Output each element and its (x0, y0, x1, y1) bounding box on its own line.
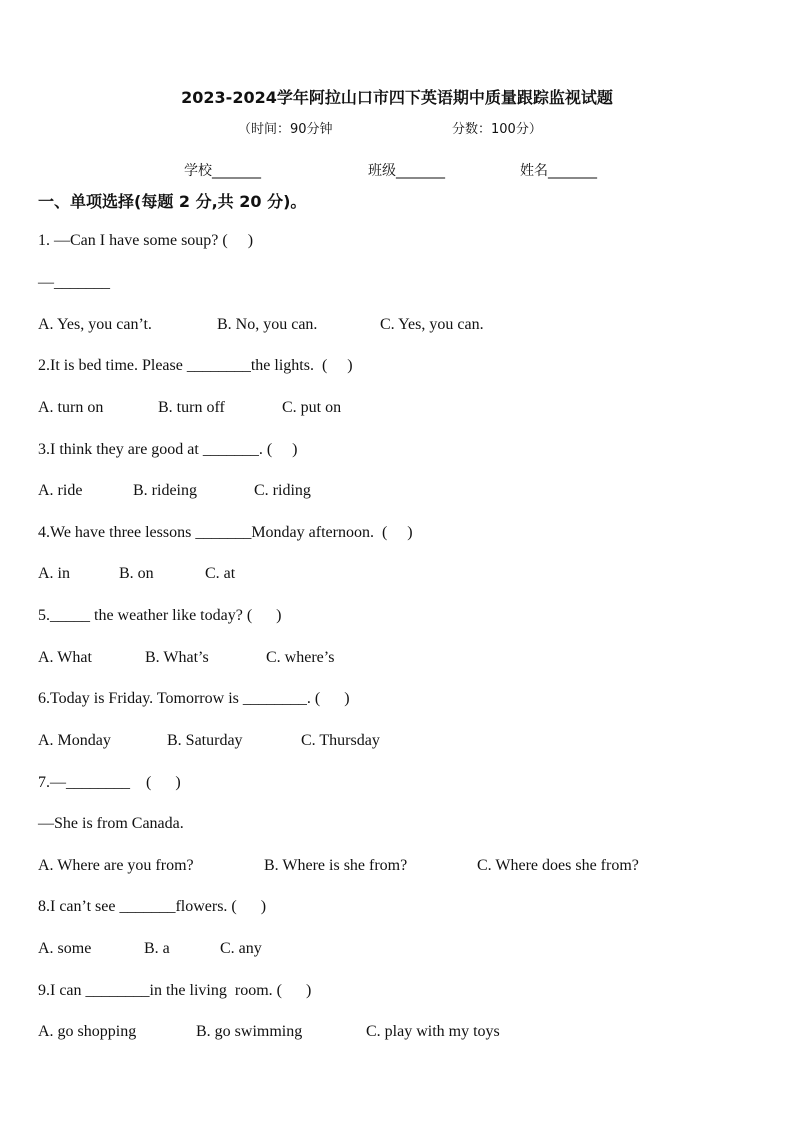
question-9-options (38, 1023, 500, 1095)
option-a: A. Where are you from? (38, 857, 194, 874)
option-a: A. in (38, 565, 70, 582)
question-8-stem: 8.I can’t see _______flowers. ( ) (38, 898, 267, 915)
exam-time: （时间：90分钟 (238, 122, 333, 137)
option-c: C. Thursday (301, 732, 380, 749)
option-a: A. ride (38, 482, 83, 499)
name-field: 姓名_______ (520, 163, 597, 179)
option-c: C. Where does she from? (477, 857, 639, 874)
option-a: A. Monday (38, 732, 111, 749)
class-field: 班级_______ (368, 163, 445, 179)
option-b: B. Saturday (167, 732, 243, 749)
question-5-stem: 5._____ the weather like today? ( ) (38, 607, 282, 624)
option-b: B. rideing (133, 482, 197, 499)
option-b: B. a (144, 940, 170, 957)
question-2-stem: 2.It is bed time. Please ________the lights. ( ) (38, 357, 353, 374)
option-a: A. Yes, you can’t. (38, 316, 152, 333)
option-a: A. go shopping (38, 1023, 137, 1040)
option-c: C. at (205, 565, 236, 582)
question-7-stem: 7.—________ ( ) (38, 774, 181, 791)
option-a: A. turn on (38, 399, 104, 416)
option-b: B. What’s (145, 649, 209, 666)
question-1-stem: 1. —Can I have some soup? ( ) (38, 232, 254, 249)
question-9-stem: 9.I can ________in the living room. ( ) (38, 982, 312, 999)
option-c: C. any (220, 940, 262, 957)
question-4-stem: 4.We have three lessons _______Monday afternoon. ( ) (38, 524, 413, 541)
option-b: B. go swimming (196, 1023, 303, 1040)
option-b: B. on (119, 565, 154, 582)
option-c: C. where’s (266, 649, 335, 666)
exam-score: 分数：100分） (452, 122, 542, 137)
option-c: C. Yes, you can. (380, 316, 484, 333)
option-c: C. riding (254, 482, 311, 499)
question-3-stem: 3.I think they are good at _______. ( ) (38, 441, 298, 458)
question-6-options (38, 732, 380, 804)
question-1-answer-line: —_______ (38, 274, 110, 291)
page-title: 2023-2024学年阿拉山口市四下英语期中质量跟踪监视试题 (181, 88, 613, 107)
option-a: A. some (38, 940, 92, 957)
school-field: 学校_______ (184, 163, 261, 179)
option-c: C. put on (282, 399, 342, 416)
option-b: B. turn off (158, 399, 225, 416)
option-b: B. Where is she from? (264, 857, 408, 874)
option-c: C. play with my toys (366, 1023, 500, 1040)
option-a: A. What (38, 649, 92, 666)
question-6-stem: 6.Today is Friday. Tomorrow is ________. ( ) (38, 690, 350, 707)
option-b: B. No, you can. (217, 316, 318, 333)
section-title: 一、单项选择(每题 2 分,共 20 分)。 (38, 192, 307, 211)
question-7-dialogue: —She is from Canada. (38, 815, 184, 832)
